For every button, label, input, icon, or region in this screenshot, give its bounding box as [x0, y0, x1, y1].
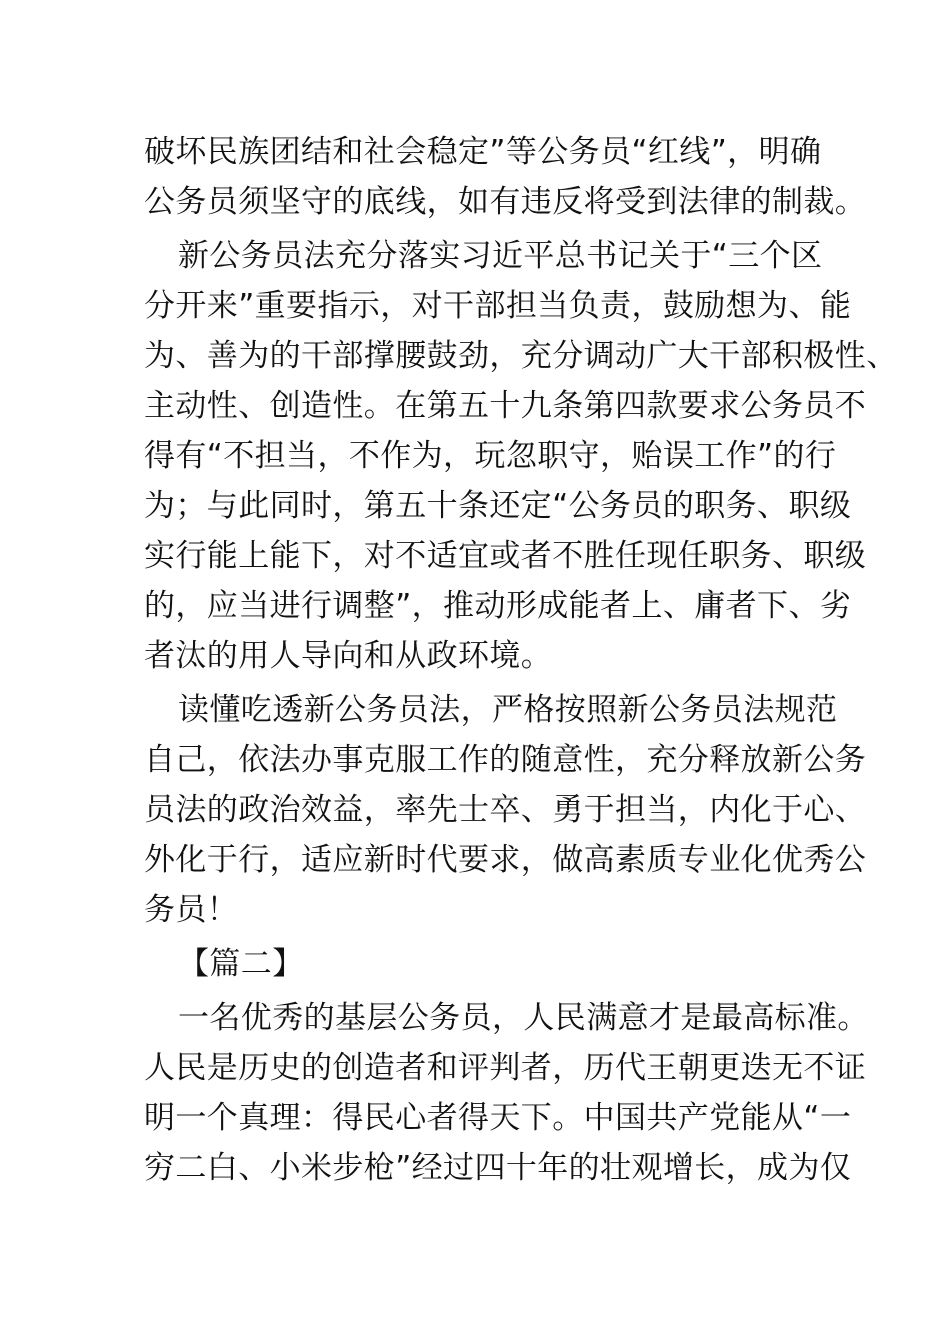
text-line: 外化于行，适应新时代要求，做高素质专业化优秀公: [144, 842, 867, 878]
text-line: 人民是历史的创造者和评判者，历代王朝更迭无不证: [144, 1050, 867, 1086]
text-line: 一名优秀的基层公务员，人民满意才是最高标准。: [178, 1000, 869, 1036]
text-line: 务员！: [144, 892, 239, 928]
text-line: 主动性、创造性。在第五十九条第四款要求公务员不: [144, 388, 867, 424]
text-line: 读懂吃透新公务员法，严格按照新公务员法规范: [178, 692, 838, 728]
text-line: 自己，依法办事克服工作的随意性，充分释放新公务: [144, 742, 867, 778]
text-line: 破坏民族团结和社会稳定”等公务员“红线”，明确: [144, 134, 822, 170]
text-line: 新公务员法充分落实习近平总书记关于“三个区: [178, 238, 823, 274]
text-line: 得有“不担当，不作为，玩忽职守，贻误工作”的行: [144, 438, 837, 474]
text-line: 者汰的用人导向和从政环境。: [144, 638, 553, 674]
text-line: 公务员须坚守的底线，如有违反将受到法律的制裁。: [144, 184, 867, 220]
section-heading: 【篇二】: [178, 946, 304, 982]
text-line: 为、善为的干部撑腰鼓劲，充分调动广大干部积极性、: [144, 338, 898, 374]
text-line: 为；与此同时，第五十条还定“公务员的职务、职级: [144, 488, 852, 524]
text-line: 员法的政治效益，率先士卒、勇于担当，内化于心、: [144, 792, 867, 828]
text-line: 实行能上能下，对不适宜或者不胜任现任职务、职级: [144, 538, 867, 574]
text-line: 分开来”重要指示，对干部担当负责，鼓励想为、能: [144, 288, 852, 324]
text-line: 穷二白、小米步枪”经过四十年的壮观增长，成为仅: [144, 1150, 852, 1186]
text-line: 明一个真理：得民心者得天下。中国共产党能从“一: [144, 1100, 852, 1136]
text-line: 的，应当进行调整”，推动形成能者上、庸者下、劣: [144, 588, 852, 624]
